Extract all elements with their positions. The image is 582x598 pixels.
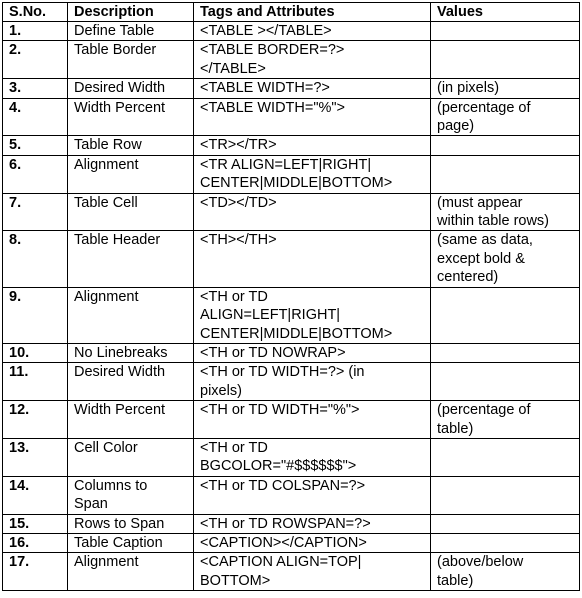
- values-cell: [431, 41, 580, 79]
- tags-cell: <TH or TD ALIGN=LEFT|RIGHT| CENTER|MIDDLE|BOTTOM>: [194, 287, 431, 343]
- values-cell: (percentage of table): [431, 401, 580, 439]
- tags-cell: <TH or TD WIDTH=?> (in pixels): [194, 363, 431, 401]
- tags-cell: <TABLE ></TABLE>: [194, 22, 431, 41]
- tags-cell: <TD></TD>: [194, 193, 431, 231]
- tags-cell: <TH or TD COLSPAN=?>: [194, 476, 431, 514]
- tags-cell: <TR ALIGN=LEFT|RIGHT| CENTER|MIDDLE|BOTTOM>: [194, 155, 431, 193]
- sno-cell: 12.: [3, 401, 68, 439]
- table-row: [3, 155, 580, 193]
- values-cell: [431, 514, 580, 533]
- tags-cell: <CAPTION></CAPTION>: [194, 533, 431, 552]
- sno-cell: 15.: [3, 514, 68, 533]
- description-cell: No Linebreaks: [68, 343, 194, 362]
- tags-cell: <TABLE BORDER=?> </TABLE>: [194, 41, 431, 79]
- values-cell: [431, 287, 580, 343]
- values-cell: [431, 136, 580, 155]
- table-row: [3, 231, 580, 287]
- description-cell: Table Border: [68, 41, 194, 79]
- description-cell: Alignment: [68, 287, 194, 343]
- values-cell: [431, 476, 580, 514]
- table-row: [3, 438, 580, 476]
- table-row: [3, 98, 580, 136]
- tags-cell: <TH or TD WIDTH="%">: [194, 401, 431, 439]
- values-cell: (percentage of page): [431, 98, 580, 136]
- description-cell: Desired Width: [68, 363, 194, 401]
- sno-cell: 8.: [3, 231, 68, 287]
- table-row: [3, 553, 580, 591]
- header-row: [3, 3, 580, 22]
- html-table-tags-reference: [2, 2, 580, 591]
- sno-cell: 2.: [3, 41, 68, 79]
- sno-cell: 5.: [3, 136, 68, 155]
- values-cell: [431, 343, 580, 362]
- values-cell: [431, 438, 580, 476]
- values-cell: [431, 155, 580, 193]
- sno-cell: 6.: [3, 155, 68, 193]
- values-cell: [431, 363, 580, 401]
- header-tags-and-attributes: Tags and Attributes: [194, 3, 431, 22]
- tags-cell: <TH or TD BGCOLOR="#$$$$$$">: [194, 438, 431, 476]
- table-row: [3, 401, 580, 439]
- table-body: [3, 22, 580, 591]
- sno-cell: 16.: [3, 533, 68, 552]
- values-cell: (above/below table): [431, 553, 580, 591]
- description-cell: Width Percent: [68, 401, 194, 439]
- description-cell: Table Cell: [68, 193, 194, 231]
- tags-cell: <TR></TR>: [194, 136, 431, 155]
- values-cell: (same as data, except bold & centered): [431, 231, 580, 287]
- sno-cell: 7.: [3, 193, 68, 231]
- description-cell: Rows to Span: [68, 514, 194, 533]
- tags-cell: <TABLE WIDTH=?>: [194, 79, 431, 98]
- sno-cell: 13.: [3, 438, 68, 476]
- table-row: [3, 343, 580, 362]
- description-cell: Columns to Span: [68, 476, 194, 514]
- description-cell: Width Percent: [68, 98, 194, 136]
- table-row: [3, 22, 580, 41]
- values-cell: (in pixels): [431, 79, 580, 98]
- description-cell: Alignment: [68, 155, 194, 193]
- sno-cell: 10.: [3, 343, 68, 362]
- tags-cell: <CAPTION ALIGN=TOP| BOTTOM>: [194, 553, 431, 591]
- header-description: Description: [68, 3, 194, 22]
- sno-cell: 3.: [3, 79, 68, 98]
- table-row: [3, 514, 580, 533]
- tags-cell: <TABLE WIDTH="%">: [194, 98, 431, 136]
- description-cell: Alignment: [68, 553, 194, 591]
- description-cell: Table Header: [68, 231, 194, 287]
- tags-cell: <TH></TH>: [194, 231, 431, 287]
- table-row: [3, 476, 580, 514]
- sno-cell: 9.: [3, 287, 68, 343]
- table-row: [3, 193, 580, 231]
- values-cell: [431, 533, 580, 552]
- table-row: [3, 41, 580, 79]
- description-cell: Desired Width: [68, 79, 194, 98]
- sno-cell: 4.: [3, 98, 68, 136]
- header-values: Values: [431, 3, 580, 22]
- sno-cell: 14.: [3, 476, 68, 514]
- values-cell: [431, 22, 580, 41]
- description-cell: Table Caption: [68, 533, 194, 552]
- sno-cell: 1.: [3, 22, 68, 41]
- values-cell: (must appear within table rows): [431, 193, 580, 231]
- tags-cell: <TH or TD NOWRAP>: [194, 343, 431, 362]
- sno-cell: 11.: [3, 363, 68, 401]
- table-row: [3, 136, 580, 155]
- tags-cell: <TH or TD ROWSPAN=?>: [194, 514, 431, 533]
- table-row: [3, 533, 580, 552]
- sno-cell: 17.: [3, 553, 68, 591]
- description-cell: Cell Color: [68, 438, 194, 476]
- description-cell: Table Row: [68, 136, 194, 155]
- table-row: [3, 287, 580, 343]
- table-row: [3, 79, 580, 98]
- table-row: [3, 363, 580, 401]
- description-cell: Define Table: [68, 22, 194, 41]
- header-sno: S.No.: [3, 3, 68, 22]
